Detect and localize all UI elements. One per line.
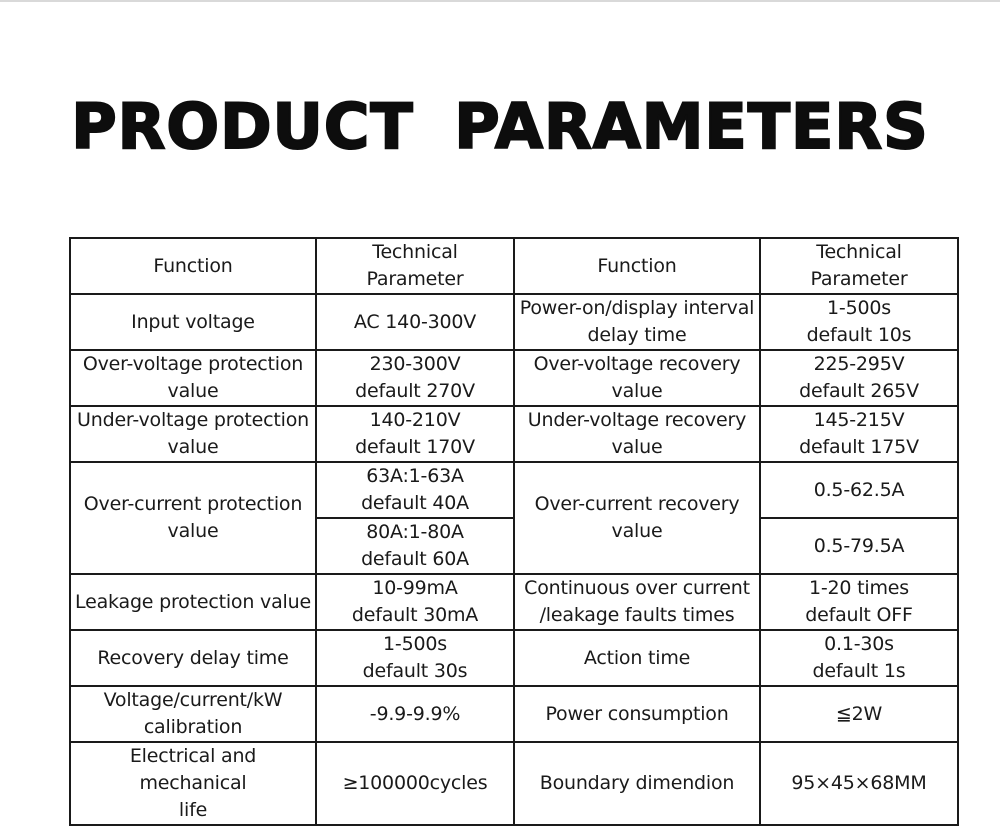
header-function-1: Function (70, 238, 316, 294)
parameter-cell: 0.5-62.5A (760, 462, 958, 518)
parameter-cell: AC 140-300V (316, 294, 514, 350)
parameter-cell: 0.5-79.5A (760, 518, 958, 574)
page-title: PRODUCT PARAMETERS (71, 90, 929, 163)
table-row (70, 406, 958, 462)
header-technical-parameter-2: Technical Parameter (760, 238, 958, 294)
parameter-cell: 225-295V default 265V (760, 350, 958, 406)
parameter-cell: ≥100000cycles (316, 742, 514, 825)
parameters-table (69, 237, 959, 826)
function-cell: Voltage/current/kW calibration (70, 686, 316, 742)
function-cell: Over-current protection value (70, 462, 316, 574)
top-divider (0, 0, 1000, 2)
header-function-2: Function (514, 238, 760, 294)
table-row (70, 574, 958, 630)
function-cell: Power-on/display interval delay time (514, 294, 760, 350)
function-cell: Over-voltage recovery value (514, 350, 760, 406)
function-cell: Under-voltage protection value (70, 406, 316, 462)
parameter-cell: 1-500s default 10s (760, 294, 958, 350)
parameter-cell: 10-99mA default 30mA (316, 574, 514, 630)
function-cell: Input voltage (70, 294, 316, 350)
header-technical-parameter-1: Technical Parameter (316, 238, 514, 294)
table-row (70, 630, 958, 686)
parameter-cell: 80A:1-80A default 60A (316, 518, 514, 574)
parameter-cell: 63A:1-63A default 40A (316, 462, 514, 518)
function-cell: Over-voltage protection value (70, 350, 316, 406)
function-cell: Boundary dimendion (514, 742, 760, 825)
function-cell: Recovery delay time (70, 630, 316, 686)
function-cell: Electrical and mechanical life (70, 742, 316, 825)
table-row (70, 742, 958, 825)
function-cell: Under-voltage recovery value (514, 406, 760, 462)
parameter-cell: 230-300V default 270V (316, 350, 514, 406)
table-row (70, 294, 958, 350)
function-cell: Leakage protection value (70, 574, 316, 630)
table-row (70, 350, 958, 406)
table-header-row (70, 238, 958, 294)
table-row (70, 462, 958, 518)
function-cell: Power consumption (514, 686, 760, 742)
function-cell: Action time (514, 630, 760, 686)
function-cell: Continuous over current /leakage faults times (514, 574, 760, 630)
table-row (70, 686, 958, 742)
parameter-cell: -9.9-9.9% (316, 686, 514, 742)
parameter-cell: 95×45×68MM (760, 742, 958, 825)
parameter-cell: 140-210V default 170V (316, 406, 514, 462)
parameter-cell: 145-215V default 175V (760, 406, 958, 462)
parameter-cell: 1-20 times default OFF (760, 574, 958, 630)
parameter-cell: ≦2W (760, 686, 958, 742)
parameter-cell: 1-500s default 30s (316, 630, 514, 686)
parameter-cell: 0.1-30s default 1s (760, 630, 958, 686)
function-cell: Over-current recovery value (514, 462, 760, 574)
